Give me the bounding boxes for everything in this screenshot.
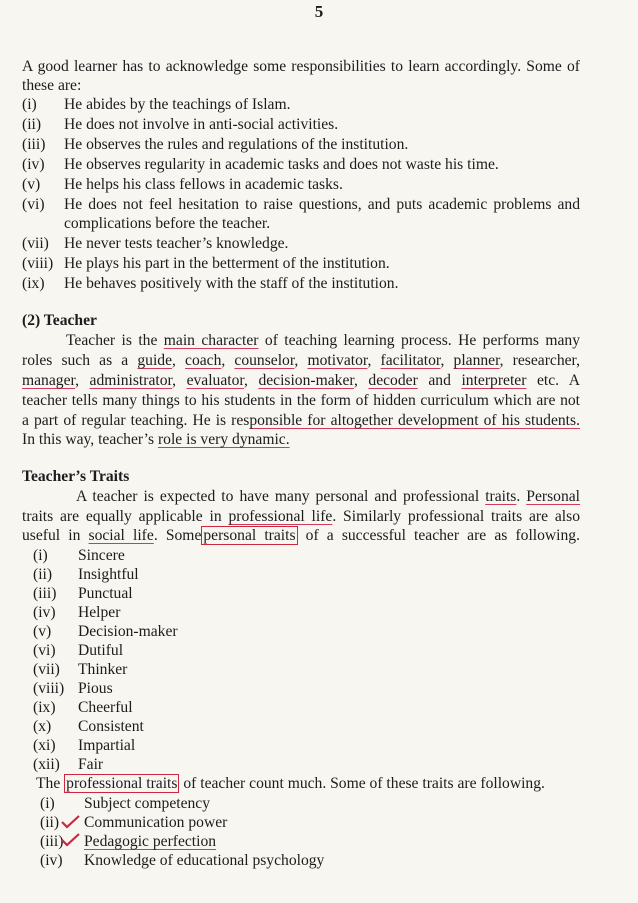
ptrait-num: (ii) <box>33 566 53 583</box>
resp-num: (viii) <box>22 255 54 272</box>
ptrait-num: (vi) <box>33 642 56 659</box>
resp-text: He helps his class fellows in academic tasks. <box>64 176 343 193</box>
proftrait-text: Subject competency <box>84 795 211 812</box>
resp-text: He observes the rules and regulations of the institution. <box>64 136 409 153</box>
resp-text: He does not feel hesitation to raise questions, and puts academic problems and <box>64 196 580 213</box>
teacher-para-line-5: a part of regular teaching. He is responsible for altogether development of his students. <box>22 412 580 429</box>
personal-traits-box: personal traits <box>203 527 296 544</box>
proftrait-num: (ii) <box>40 814 60 831</box>
proftrait-num: (iii) <box>40 833 64 850</box>
teacher-para-line-3: manager, administrator, evaluator, decision-maker, decoder and interpreter etc. A <box>22 372 581 389</box>
resp-num: (vii) <box>22 235 49 252</box>
resp-num: (v) <box>22 176 41 193</box>
professional-intro: The professional traits of teacher count much. Some of these traits are following. <box>36 775 545 792</box>
traits-para-line-1: A teacher is expected to have many personal and professional traits. Personal <box>76 488 580 505</box>
teacher-para-line-1: Teacher is the main character of teaching learning process. He performs many <box>66 332 581 349</box>
ptrait-text: Consistent <box>78 718 144 735</box>
ptrait-text: Thinker <box>78 661 128 678</box>
proftrait-num: (iv) <box>40 852 63 869</box>
ptrait-num: (v) <box>33 623 52 640</box>
check-mark-icon <box>60 814 82 848</box>
teacher-para-line-6: In this way, teacher’s role is very dynamic. <box>22 431 290 448</box>
resp-num: (iv) <box>22 156 45 173</box>
ptrait-num: (vii) <box>33 661 60 678</box>
ptrait-text: Decision-maker <box>78 623 178 640</box>
resp-text: He behaves positively with the staff of the institution. <box>64 275 399 292</box>
ptrait-text: Pious <box>78 680 113 697</box>
traits-para-line-3: useful in social life. Some personal traits of a successful teacher are as following. <box>22 527 581 544</box>
resp-text: He never tests teacher’s knowledge. <box>64 235 289 252</box>
professional-traits-box: professional traits <box>66 775 178 792</box>
resp-text-continued: complications before the teacher. <box>64 215 271 232</box>
resp-num: (ix) <box>22 275 45 292</box>
resp-text: He does not involve in anti-social activities. <box>64 116 339 133</box>
ptrait-text: Cheerful <box>78 699 133 716</box>
ptrait-num: (viii) <box>33 680 65 697</box>
ptrait-text: Impartial <box>78 737 136 754</box>
ptrait-text: Insightful <box>78 566 139 583</box>
resp-text: He abides by the teachings of Islam. <box>64 96 291 113</box>
ptrait-text: Punctual <box>78 585 133 602</box>
ptrait-num: (xii) <box>33 756 60 773</box>
ptrait-text: Dutiful <box>78 642 124 659</box>
ptrait-text: Sincere <box>78 547 125 564</box>
ptrait-num: (x) <box>33 718 52 735</box>
page-number: 5 <box>314 2 324 21</box>
teacher-para-line-4: teacher tells many things to his students in the form of hidden curriculum which are not <box>22 392 580 409</box>
ptrait-text: Helper <box>78 604 121 621</box>
teacher-heading: (2) Teacher <box>22 312 97 329</box>
ptrait-num: (i) <box>33 547 48 564</box>
ptrait-num: (iii) <box>33 585 57 602</box>
resp-text: He plays his part in the betterment of the institution. <box>64 255 390 272</box>
traits-para-line-2: traits are equally applicable in professional life. Similarly professional traits are also <box>22 508 580 525</box>
proftrait-text: Pedagogic perfection <box>84 833 217 850</box>
proftrait-text: Knowledge of educational psychology <box>84 852 325 869</box>
proftrait-text: Communication power <box>84 814 228 831</box>
proftrait-num: (i) <box>40 795 55 812</box>
intro-line-1: A good learner has to acknowledge some responsibilities to learn accordingly. Some of <box>22 58 580 75</box>
resp-num: (iii) <box>22 136 46 153</box>
ptrait-text: Fair <box>78 756 104 773</box>
resp-num: (vi) <box>22 196 45 213</box>
traits-heading: Teacher’s Traits <box>22 468 130 485</box>
ptrait-num: (ix) <box>33 699 56 716</box>
resp-num: (i) <box>22 96 37 113</box>
resp-num: (ii) <box>22 116 42 133</box>
teacher-para-line-2: roles such as a guide, coach, counselor, motivator, facilitator, planner, researcher, <box>22 352 581 369</box>
ptrait-num: (iv) <box>33 604 56 621</box>
resp-text: He observes regularity in academic tasks and does not waste his time. <box>64 156 499 173</box>
ptrait-num: (xi) <box>33 737 56 754</box>
intro-line-2: these are: <box>22 77 82 94</box>
